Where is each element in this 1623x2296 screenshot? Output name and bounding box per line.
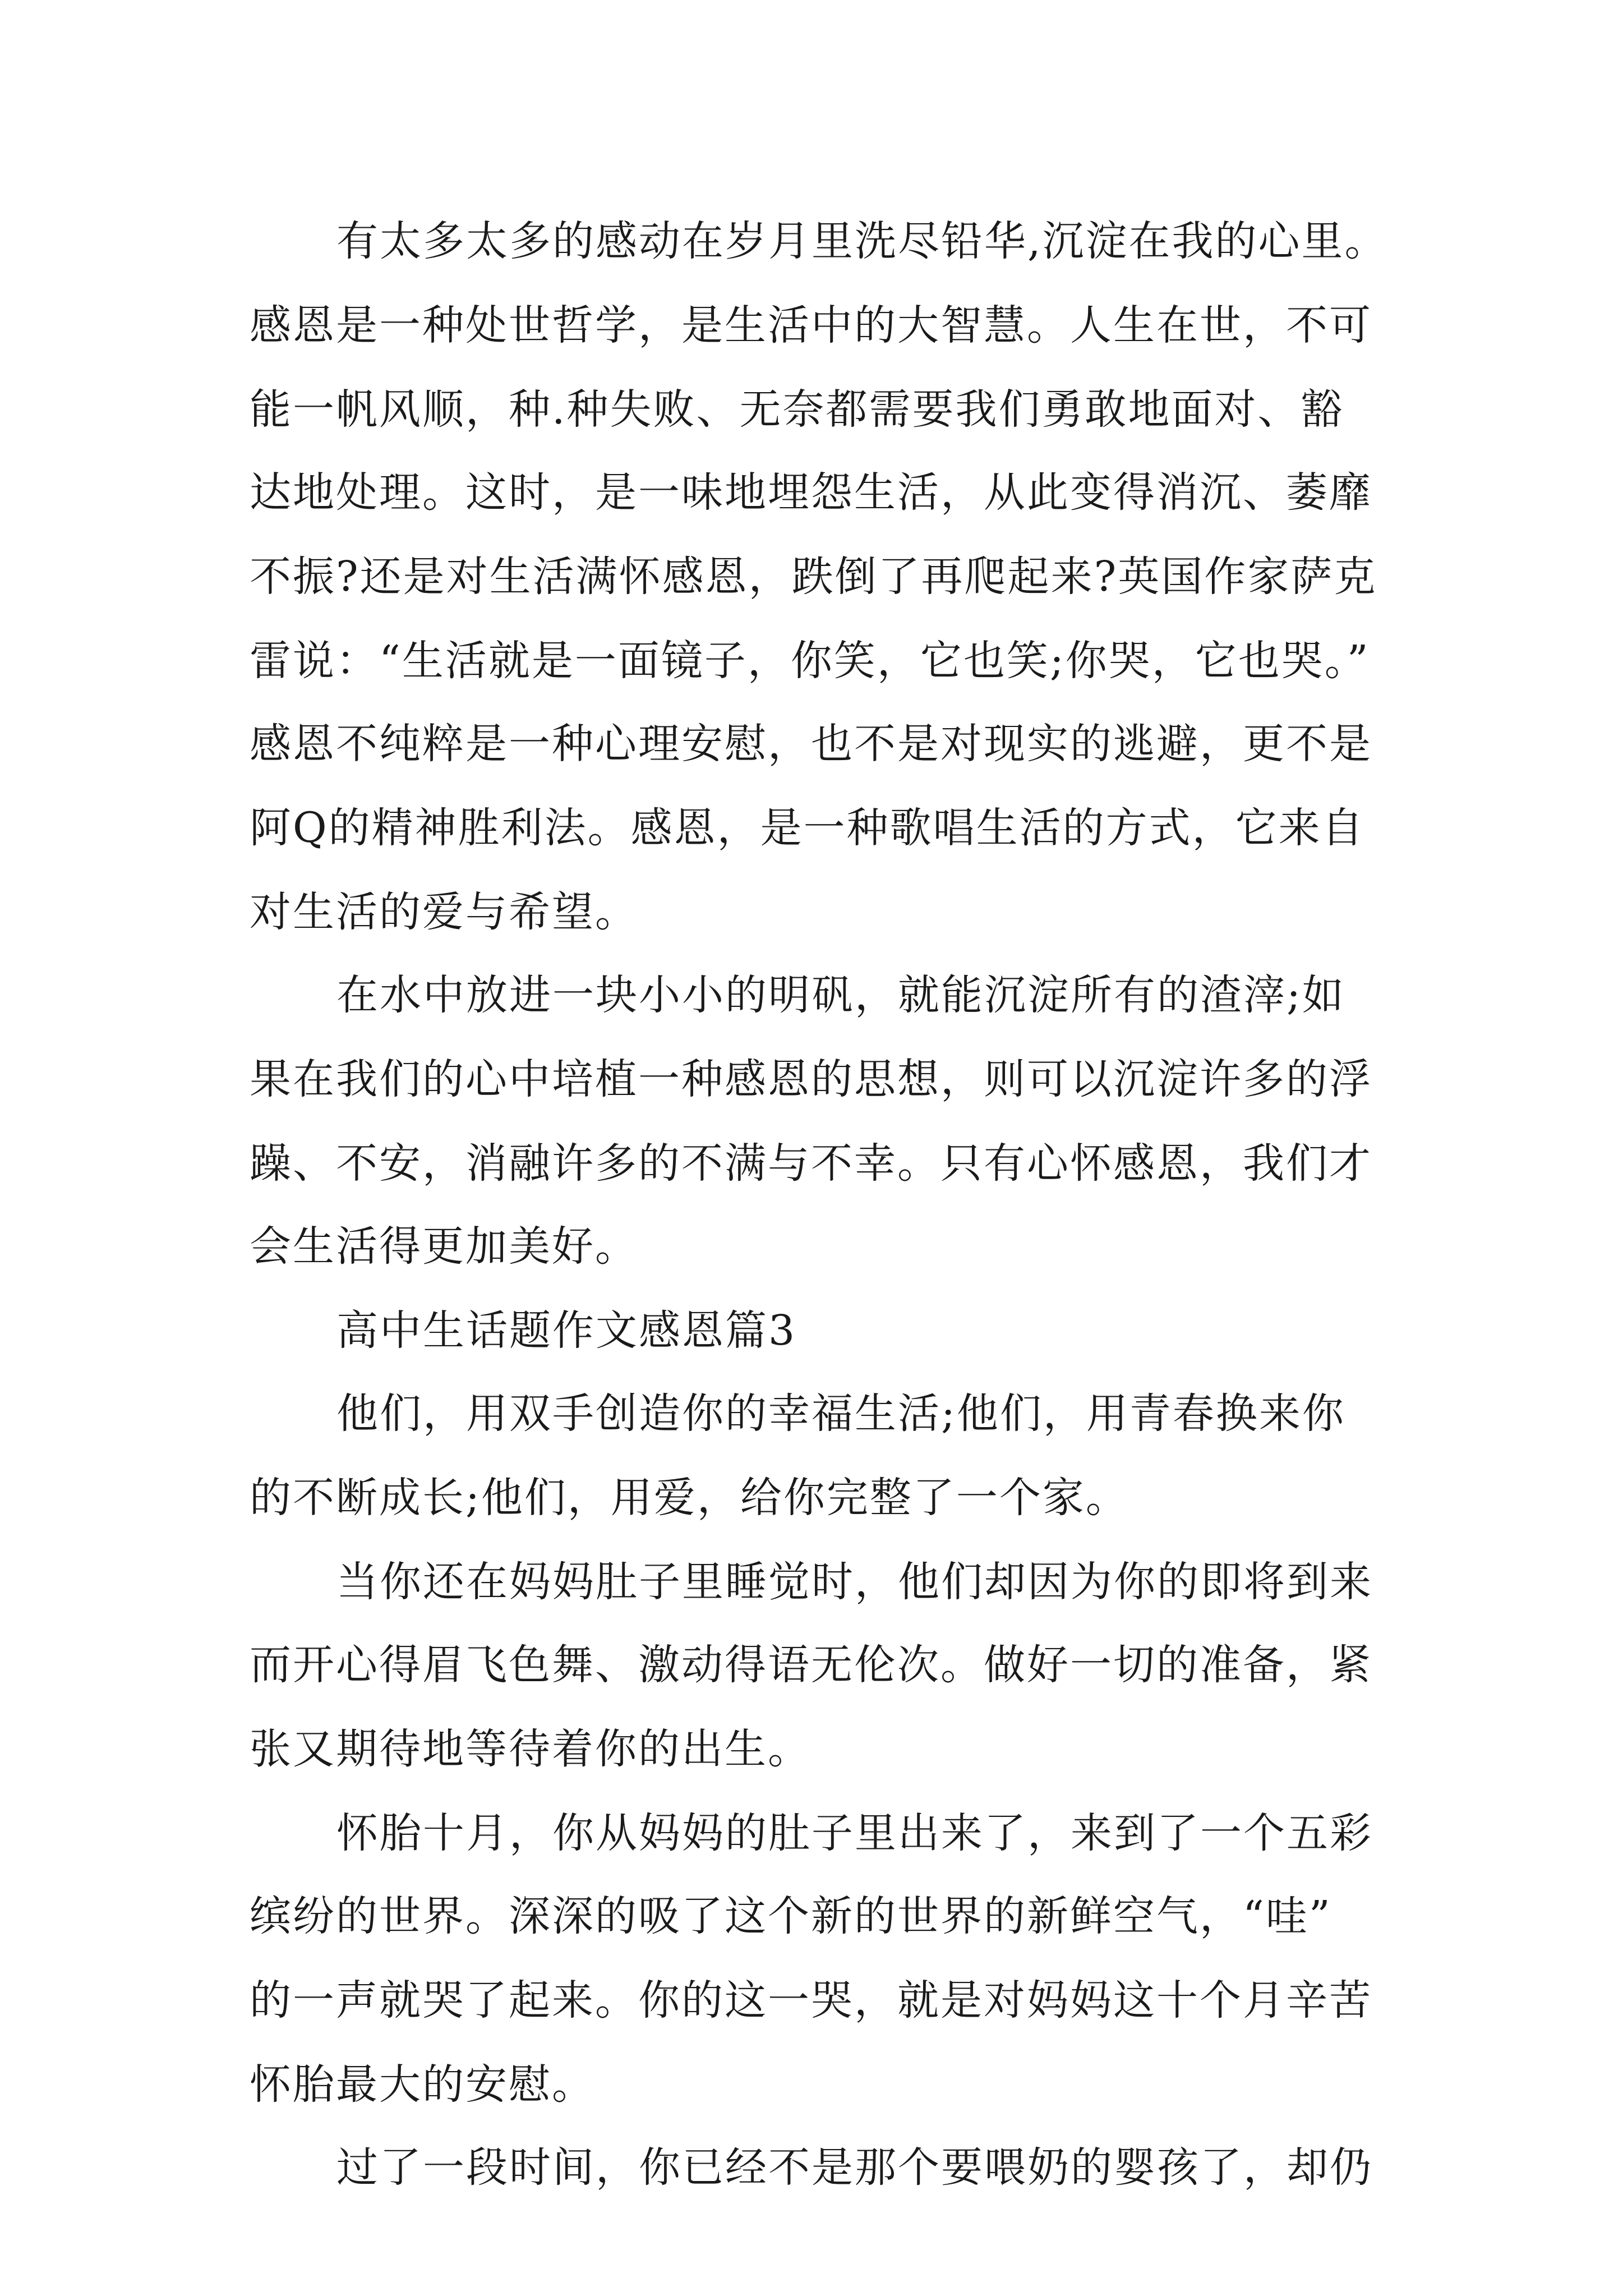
- paragraph-line: 果在我们的心中培植一种感恩的思想，则可以沉淀许多的浮: [250, 1055, 1372, 1103]
- paragraph-line: 而开心得眉飞色舞、激动得语无伦次。做好一切的准备，紧: [250, 1641, 1372, 1689]
- paragraph-line: 能一帆风顺，种.种失败、无奈都需要我们勇敢地面对、豁: [250, 385, 1344, 434]
- paragraph-line: 不振?还是对生活满怀感恩，跌倒了再爬起来?英国作家萨克: [250, 553, 1377, 601]
- paragraph-line: 的不断成长;他们，用爱，给你完整了一个家。: [250, 1474, 1129, 1522]
- paragraph-line: 感恩不纯粹是一种心理安慰，也不是对现实的逃避，更不是: [250, 720, 1372, 768]
- paragraph-line: 有太多太多的感动在岁月里洗尽铅华,沉淀在我的心里。: [336, 217, 1388, 265]
- paragraph-line: 张又期待地等待着你的出生。: [250, 1725, 811, 1773]
- paragraph-line: 怀胎十月，你从妈妈的肚子里出来了，来到了一个五彩: [336, 1809, 1373, 1857]
- paragraph-line: 会生活得更加美好。: [250, 1222, 638, 1271]
- paragraph-line: 雷说：“生活就是一面镜子，你笑，它也笑;你哭，它也哭。”: [250, 637, 1370, 685]
- paragraph-line: 对生活的爱与希望。: [250, 888, 638, 936]
- paragraph-line: 阿Q的精神胜利法。感恩，是一种歌唱生活的方式，它来自: [250, 804, 1365, 852]
- paragraph-line: 躁、不安，消融许多的不满与不幸。只有心怀感恩，我们才: [250, 1139, 1372, 1188]
- paragraph-line: 缤纷的世界。深深的吸了这个新的世界的新鲜空气，“哇”: [250, 1892, 1332, 1940]
- paragraph-line: 在水中放进一块小小的明矾，就能沉淀所有的渣滓;如: [336, 971, 1345, 1019]
- paragraph-line: 当你还在妈妈肚子里睡觉时，他们却因为你的即将到来: [336, 1558, 1373, 1606]
- paragraph-line: 感恩是一种处世哲学，是生活中的大智慧。人生在世，不可: [250, 301, 1372, 349]
- section-heading: 高中生话题作文感恩篇3: [336, 1306, 797, 1355]
- paragraph-line: 他们，用双手创造你的幸福生活;他们，用青春换来你: [336, 1389, 1345, 1438]
- paragraph-line: 怀胎最大的安慰。: [250, 2060, 595, 2109]
- paragraph-line: 达地处理。这时，是一味地埋怨生活，从此变得消沉、萎靡: [250, 468, 1372, 517]
- paragraph-line: 的一声就哭了起来。你的这一哭，就是对妈妈这十个月辛苦: [250, 1976, 1372, 2024]
- paragraph-line: 过了一段时间，你已经不是那个要喂奶的婴孩了，却仍: [336, 2143, 1373, 2192]
